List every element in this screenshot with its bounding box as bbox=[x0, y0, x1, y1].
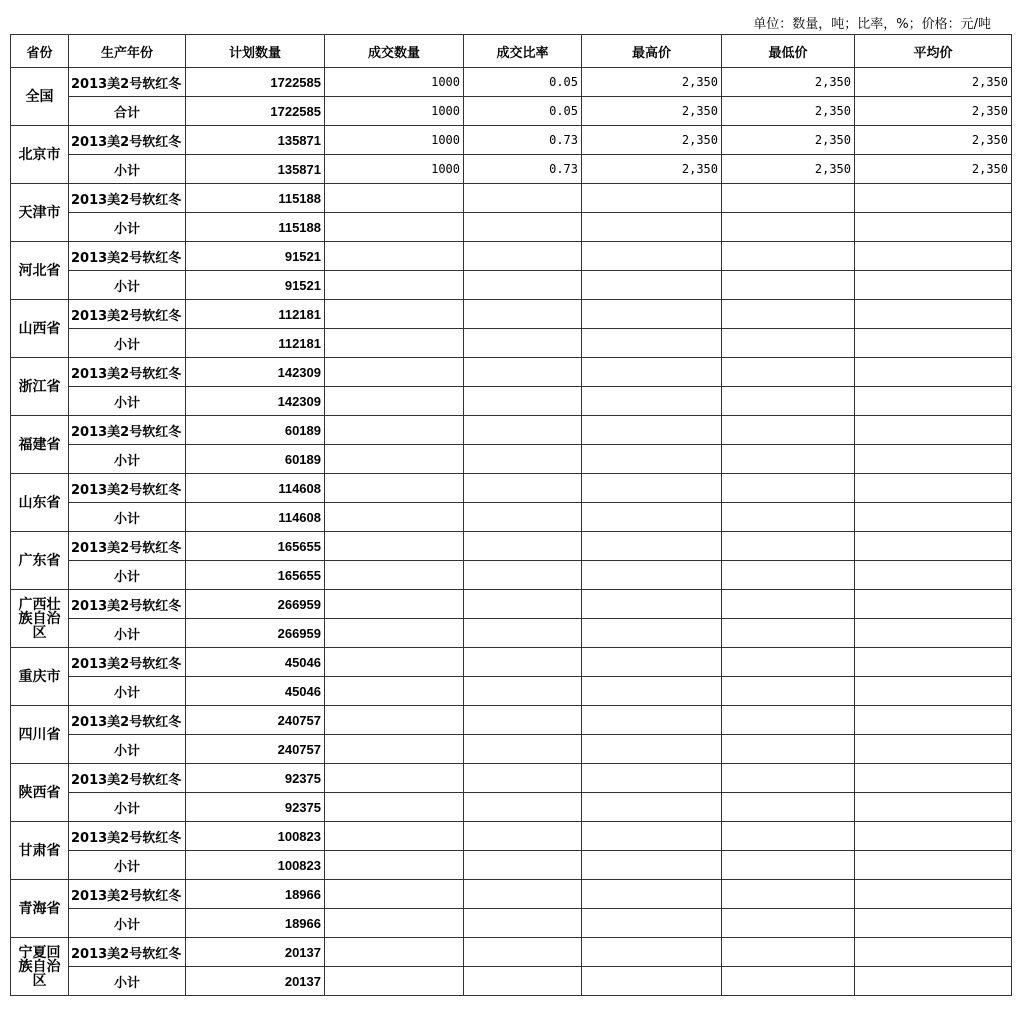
deal-qty-cell bbox=[325, 851, 464, 880]
subtotal-label-cell: 小计 bbox=[69, 793, 186, 822]
deal-qty-cell bbox=[325, 938, 464, 967]
deal-ratio-cell bbox=[464, 213, 582, 242]
avg-price-cell bbox=[855, 648, 1012, 677]
avg-price-cell bbox=[855, 416, 1012, 445]
year-cell: 2013美2号软红冬 bbox=[69, 242, 186, 271]
high-price-cell bbox=[582, 387, 722, 416]
deal-qty-cell: 1000 bbox=[325, 97, 464, 126]
plan-qty-cell: 114608 bbox=[186, 474, 325, 503]
year-cell: 2013美2号软红冬 bbox=[69, 358, 186, 387]
plan-qty-cell: 1722585 bbox=[186, 97, 325, 126]
table-row bbox=[11, 648, 1012, 677]
deal-ratio-cell bbox=[464, 561, 582, 590]
high-price-cell bbox=[582, 213, 722, 242]
avg-price-cell bbox=[855, 358, 1012, 387]
avg-price-cell bbox=[855, 503, 1012, 532]
low-price-cell bbox=[722, 648, 855, 677]
deal-qty-cell bbox=[325, 503, 464, 532]
low-price-cell bbox=[722, 851, 855, 880]
low-price-cell bbox=[722, 793, 855, 822]
deal-qty-cell bbox=[325, 242, 464, 271]
table-row bbox=[11, 561, 1012, 590]
deal-ratio-cell bbox=[464, 764, 582, 793]
avg-price-cell bbox=[855, 735, 1012, 764]
high-price-cell bbox=[582, 561, 722, 590]
deal-ratio-cell bbox=[464, 793, 582, 822]
subtotal-label-cell: 小计 bbox=[69, 155, 186, 184]
avg-price-cell bbox=[855, 184, 1012, 213]
avg-price-cell bbox=[855, 329, 1012, 358]
province-cell: 青海省 bbox=[11, 880, 69, 938]
deal-ratio-cell bbox=[464, 909, 582, 938]
province-cell: 宁夏回族自治区 bbox=[11, 938, 69, 996]
deal-ratio-cell: 0.05 bbox=[464, 68, 582, 97]
province-cell: 山东省 bbox=[11, 474, 69, 532]
avg-price-cell bbox=[855, 967, 1012, 996]
plan-qty-cell: 266959 bbox=[186, 590, 325, 619]
high-price-cell bbox=[582, 242, 722, 271]
high-price-cell bbox=[582, 503, 722, 532]
deal-qty-cell bbox=[325, 822, 464, 851]
table-row bbox=[11, 242, 1012, 271]
deal-ratio-cell bbox=[464, 590, 582, 619]
high-price-cell bbox=[582, 358, 722, 387]
table-row bbox=[11, 503, 1012, 532]
low-price-cell bbox=[722, 416, 855, 445]
deal-qty-cell bbox=[325, 474, 464, 503]
plan-qty-cell: 91521 bbox=[186, 271, 325, 300]
province-cell: 河北省 bbox=[11, 242, 69, 300]
high-price-cell bbox=[582, 706, 722, 735]
deal-ratio-cell bbox=[464, 938, 582, 967]
table-row bbox=[11, 213, 1012, 242]
year-cell: 2013美2号软红冬 bbox=[69, 300, 186, 329]
table-row bbox=[11, 909, 1012, 938]
header-low-price: 最低价 bbox=[722, 35, 855, 68]
plan-qty-cell: 92375 bbox=[186, 793, 325, 822]
avg-price-cell bbox=[855, 677, 1012, 706]
deal-qty-cell: 1000 bbox=[325, 126, 464, 155]
high-price-cell bbox=[582, 880, 722, 909]
table-row bbox=[11, 590, 1012, 619]
low-price-cell: 2,350 bbox=[722, 97, 855, 126]
low-price-cell bbox=[722, 358, 855, 387]
table-row bbox=[11, 358, 1012, 387]
deal-qty-cell bbox=[325, 445, 464, 474]
table-row bbox=[11, 967, 1012, 996]
subtotal-label-cell: 小计 bbox=[69, 445, 186, 474]
table-row bbox=[11, 184, 1012, 213]
deal-ratio-cell bbox=[464, 880, 582, 909]
avg-price-cell: 2,350 bbox=[855, 68, 1012, 97]
deal-ratio-cell: 0.05 bbox=[464, 97, 582, 126]
deal-qty-cell: 1000 bbox=[325, 68, 464, 97]
avg-price-cell bbox=[855, 619, 1012, 648]
avg-price-cell bbox=[855, 822, 1012, 851]
deal-qty-cell bbox=[325, 590, 464, 619]
plan-qty-cell: 135871 bbox=[186, 155, 325, 184]
header-province: 省份 bbox=[11, 35, 69, 68]
plan-qty-cell: 92375 bbox=[186, 764, 325, 793]
deal-ratio-cell bbox=[464, 677, 582, 706]
plan-qty-cell: 115188 bbox=[186, 213, 325, 242]
deal-qty-cell bbox=[325, 619, 464, 648]
subtotal-label-cell: 小计 bbox=[69, 735, 186, 764]
high-price-cell bbox=[582, 271, 722, 300]
high-price-cell bbox=[582, 184, 722, 213]
province-cell: 全国 bbox=[11, 68, 69, 126]
avg-price-cell bbox=[855, 532, 1012, 561]
avg-price-cell bbox=[855, 474, 1012, 503]
table-header-row bbox=[11, 35, 1012, 68]
avg-price-cell bbox=[855, 387, 1012, 416]
avg-price-cell bbox=[855, 590, 1012, 619]
province-cell: 福建省 bbox=[11, 416, 69, 474]
year-cell: 2013美2号软红冬 bbox=[69, 706, 186, 735]
low-price-cell bbox=[722, 619, 855, 648]
table-row bbox=[11, 880, 1012, 909]
high-price-cell bbox=[582, 329, 722, 358]
deal-qty-cell bbox=[325, 271, 464, 300]
deal-ratio-cell bbox=[464, 851, 582, 880]
table-row bbox=[11, 474, 1012, 503]
deal-qty-cell bbox=[325, 909, 464, 938]
deal-ratio-cell: 0.73 bbox=[464, 155, 582, 184]
subtotal-label-cell: 小计 bbox=[69, 619, 186, 648]
deal-qty-cell bbox=[325, 648, 464, 677]
avg-price-cell: 2,350 bbox=[855, 97, 1012, 126]
low-price-cell bbox=[722, 300, 855, 329]
subtotal-label-cell: 小计 bbox=[69, 329, 186, 358]
deal-qty-cell bbox=[325, 300, 464, 329]
header-high-price: 最高价 bbox=[582, 35, 722, 68]
low-price-cell bbox=[722, 880, 855, 909]
low-price-cell: 2,350 bbox=[722, 155, 855, 184]
high-price-cell bbox=[582, 300, 722, 329]
deal-ratio-cell bbox=[464, 329, 582, 358]
table-row bbox=[11, 822, 1012, 851]
subtotal-label-cell: 合计 bbox=[69, 97, 186, 126]
table-body bbox=[11, 68, 1012, 996]
deal-qty-cell bbox=[325, 213, 464, 242]
avg-price-cell bbox=[855, 271, 1012, 300]
high-price-cell: 2,350 bbox=[582, 68, 722, 97]
table-row bbox=[11, 155, 1012, 184]
header-plan-qty: 计划数量 bbox=[186, 35, 325, 68]
plan-qty-cell: 165655 bbox=[186, 561, 325, 590]
plan-qty-cell: 135871 bbox=[186, 126, 325, 155]
high-price-cell: 2,350 bbox=[582, 126, 722, 155]
table-row bbox=[11, 735, 1012, 764]
subtotal-label-cell: 小计 bbox=[69, 271, 186, 300]
deal-qty-cell bbox=[325, 184, 464, 213]
plan-qty-cell: 240757 bbox=[186, 735, 325, 764]
deal-qty-cell bbox=[325, 329, 464, 358]
high-price-cell bbox=[582, 909, 722, 938]
table-row bbox=[11, 532, 1012, 561]
low-price-cell: 2,350 bbox=[722, 126, 855, 155]
deal-qty-cell bbox=[325, 532, 464, 561]
deal-ratio-cell bbox=[464, 242, 582, 271]
plan-qty-cell: 45046 bbox=[186, 677, 325, 706]
subtotal-label-cell: 小计 bbox=[69, 213, 186, 242]
plan-qty-cell: 60189 bbox=[186, 416, 325, 445]
avg-price-cell: 2,350 bbox=[855, 126, 1012, 155]
subtotal-label-cell: 小计 bbox=[69, 503, 186, 532]
plan-qty-cell: 60189 bbox=[186, 445, 325, 474]
header-year: 生产年份 bbox=[69, 35, 186, 68]
header-deal-ratio: 成交比率 bbox=[464, 35, 582, 68]
table-row bbox=[11, 938, 1012, 967]
plan-qty-cell: 100823 bbox=[186, 851, 325, 880]
deal-ratio-cell bbox=[464, 416, 582, 445]
high-price-cell bbox=[582, 735, 722, 764]
deal-qty-cell bbox=[325, 677, 464, 706]
plan-qty-cell: 18966 bbox=[186, 909, 325, 938]
low-price-cell bbox=[722, 764, 855, 793]
low-price-cell: 2,350 bbox=[722, 68, 855, 97]
avg-price-cell bbox=[855, 706, 1012, 735]
deal-qty-cell bbox=[325, 706, 464, 735]
low-price-cell bbox=[722, 329, 855, 358]
avg-price-cell: 2,350 bbox=[855, 155, 1012, 184]
high-price-cell bbox=[582, 416, 722, 445]
province-cell: 甘肃省 bbox=[11, 822, 69, 880]
plan-qty-cell: 20137 bbox=[186, 967, 325, 996]
deal-qty-cell bbox=[325, 764, 464, 793]
province-cell: 天津市 bbox=[11, 184, 69, 242]
deal-qty-cell bbox=[325, 387, 464, 416]
province-cell: 北京市 bbox=[11, 126, 69, 184]
province-cell: 山西省 bbox=[11, 300, 69, 358]
plan-qty-cell: 20137 bbox=[186, 938, 325, 967]
avg-price-cell bbox=[855, 445, 1012, 474]
deal-ratio-cell bbox=[464, 358, 582, 387]
year-cell: 2013美2号软红冬 bbox=[69, 880, 186, 909]
avg-price-cell bbox=[855, 938, 1012, 967]
deal-ratio-cell bbox=[464, 503, 582, 532]
deal-ratio-cell bbox=[464, 445, 582, 474]
high-price-cell bbox=[582, 822, 722, 851]
plan-qty-cell: 240757 bbox=[186, 706, 325, 735]
year-cell: 2013美2号软红冬 bbox=[69, 822, 186, 851]
year-cell: 2013美2号软红冬 bbox=[69, 68, 186, 97]
table-row bbox=[11, 677, 1012, 706]
year-cell: 2013美2号软红冬 bbox=[69, 474, 186, 503]
high-price-cell bbox=[582, 590, 722, 619]
high-price-cell bbox=[582, 938, 722, 967]
avg-price-cell bbox=[855, 561, 1012, 590]
low-price-cell bbox=[722, 561, 855, 590]
deal-qty-cell: 1000 bbox=[325, 155, 464, 184]
deal-qty-cell bbox=[325, 880, 464, 909]
deal-qty-cell bbox=[325, 416, 464, 445]
low-price-cell bbox=[722, 271, 855, 300]
plan-qty-cell: 18966 bbox=[186, 880, 325, 909]
table-row bbox=[11, 387, 1012, 416]
year-cell: 2013美2号软红冬 bbox=[69, 648, 186, 677]
year-cell: 2013美2号软红冬 bbox=[69, 590, 186, 619]
avg-price-cell bbox=[855, 300, 1012, 329]
table-row bbox=[11, 706, 1012, 735]
deal-qty-cell bbox=[325, 358, 464, 387]
avg-price-cell bbox=[855, 851, 1012, 880]
low-price-cell bbox=[722, 590, 855, 619]
low-price-cell bbox=[722, 242, 855, 271]
table-row bbox=[11, 68, 1012, 97]
deal-ratio-cell bbox=[464, 735, 582, 764]
high-price-cell bbox=[582, 851, 722, 880]
deal-ratio-cell bbox=[464, 532, 582, 561]
low-price-cell bbox=[722, 387, 855, 416]
avg-price-cell bbox=[855, 793, 1012, 822]
subtotal-label-cell: 小计 bbox=[69, 909, 186, 938]
year-cell: 2013美2号软红冬 bbox=[69, 416, 186, 445]
high-price-cell: 2,350 bbox=[582, 97, 722, 126]
deal-ratio-cell: 0.73 bbox=[464, 126, 582, 155]
subtotal-label-cell: 小计 bbox=[69, 967, 186, 996]
subtotal-label-cell: 小计 bbox=[69, 561, 186, 590]
table-row bbox=[11, 300, 1012, 329]
subtotal-label-cell: 小计 bbox=[69, 851, 186, 880]
low-price-cell bbox=[722, 909, 855, 938]
province-cell: 重庆市 bbox=[11, 648, 69, 706]
table-row bbox=[11, 793, 1012, 822]
plan-qty-cell: 142309 bbox=[186, 387, 325, 416]
table-row bbox=[11, 416, 1012, 445]
deal-ratio-cell bbox=[464, 648, 582, 677]
province-cell: 广东省 bbox=[11, 532, 69, 590]
unit-note: 单位：数量，吨；比率，%；价格：元/吨 bbox=[753, 17, 991, 32]
deal-ratio-cell bbox=[464, 271, 582, 300]
year-cell: 2013美2号软红冬 bbox=[69, 938, 186, 967]
low-price-cell bbox=[722, 184, 855, 213]
plan-qty-cell: 112181 bbox=[186, 329, 325, 358]
avg-price-cell bbox=[855, 909, 1012, 938]
low-price-cell bbox=[722, 445, 855, 474]
year-cell: 2013美2号软红冬 bbox=[69, 184, 186, 213]
plan-qty-cell: 100823 bbox=[186, 822, 325, 851]
deal-qty-cell bbox=[325, 793, 464, 822]
deal-ratio-cell bbox=[464, 387, 582, 416]
high-price-cell bbox=[582, 445, 722, 474]
low-price-cell bbox=[722, 213, 855, 242]
low-price-cell bbox=[722, 474, 855, 503]
avg-price-cell bbox=[855, 880, 1012, 909]
table-row bbox=[11, 851, 1012, 880]
province-cell: 四川省 bbox=[11, 706, 69, 764]
table-row bbox=[11, 619, 1012, 648]
low-price-cell bbox=[722, 822, 855, 851]
deal-ratio-cell bbox=[464, 184, 582, 213]
high-price-cell bbox=[582, 648, 722, 677]
plan-qty-cell: 142309 bbox=[186, 358, 325, 387]
low-price-cell bbox=[722, 938, 855, 967]
plan-qty-cell: 115188 bbox=[186, 184, 325, 213]
high-price-cell: 2,350 bbox=[582, 155, 722, 184]
high-price-cell bbox=[582, 474, 722, 503]
plan-qty-cell: 45046 bbox=[186, 648, 325, 677]
high-price-cell bbox=[582, 793, 722, 822]
low-price-cell bbox=[722, 532, 855, 561]
table-row bbox=[11, 97, 1012, 126]
plan-qty-cell: 165655 bbox=[186, 532, 325, 561]
table-row bbox=[11, 126, 1012, 155]
high-price-cell bbox=[582, 677, 722, 706]
high-price-cell bbox=[582, 619, 722, 648]
high-price-cell bbox=[582, 967, 722, 996]
deal-qty-cell bbox=[325, 561, 464, 590]
avg-price-cell bbox=[855, 213, 1012, 242]
plan-qty-cell: 114608 bbox=[186, 503, 325, 532]
year-cell: 2013美2号软红冬 bbox=[69, 532, 186, 561]
subtotal-label-cell: 小计 bbox=[69, 387, 186, 416]
table-row bbox=[11, 764, 1012, 793]
table-row bbox=[11, 445, 1012, 474]
high-price-cell bbox=[582, 532, 722, 561]
deal-ratio-cell bbox=[464, 967, 582, 996]
year-cell: 2013美2号软红冬 bbox=[69, 764, 186, 793]
deal-ratio-cell bbox=[464, 619, 582, 648]
plan-qty-cell: 91521 bbox=[186, 242, 325, 271]
province-cell: 广西壮族自治区 bbox=[11, 590, 69, 648]
avg-price-cell bbox=[855, 764, 1012, 793]
deal-ratio-cell bbox=[464, 474, 582, 503]
plan-qty-cell: 1722585 bbox=[186, 68, 325, 97]
table-row bbox=[11, 271, 1012, 300]
deal-ratio-cell bbox=[464, 706, 582, 735]
deal-qty-cell bbox=[325, 967, 464, 996]
header-deal-qty: 成交数量 bbox=[325, 35, 464, 68]
low-price-cell bbox=[722, 967, 855, 996]
low-price-cell bbox=[722, 735, 855, 764]
low-price-cell bbox=[722, 706, 855, 735]
plan-qty-cell: 266959 bbox=[186, 619, 325, 648]
province-cell: 浙江省 bbox=[11, 358, 69, 416]
subtotal-label-cell: 小计 bbox=[69, 677, 186, 706]
table-row bbox=[11, 329, 1012, 358]
plan-qty-cell: 112181 bbox=[186, 300, 325, 329]
deal-ratio-cell bbox=[464, 300, 582, 329]
low-price-cell bbox=[722, 503, 855, 532]
avg-price-cell bbox=[855, 242, 1012, 271]
province-cell: 陕西省 bbox=[11, 764, 69, 822]
results-table bbox=[10, 34, 1012, 996]
high-price-cell bbox=[582, 764, 722, 793]
header-avg-price: 平均价 bbox=[855, 35, 1012, 68]
low-price-cell bbox=[722, 677, 855, 706]
deal-ratio-cell bbox=[464, 822, 582, 851]
year-cell: 2013美2号软红冬 bbox=[69, 126, 186, 155]
deal-qty-cell bbox=[325, 735, 464, 764]
